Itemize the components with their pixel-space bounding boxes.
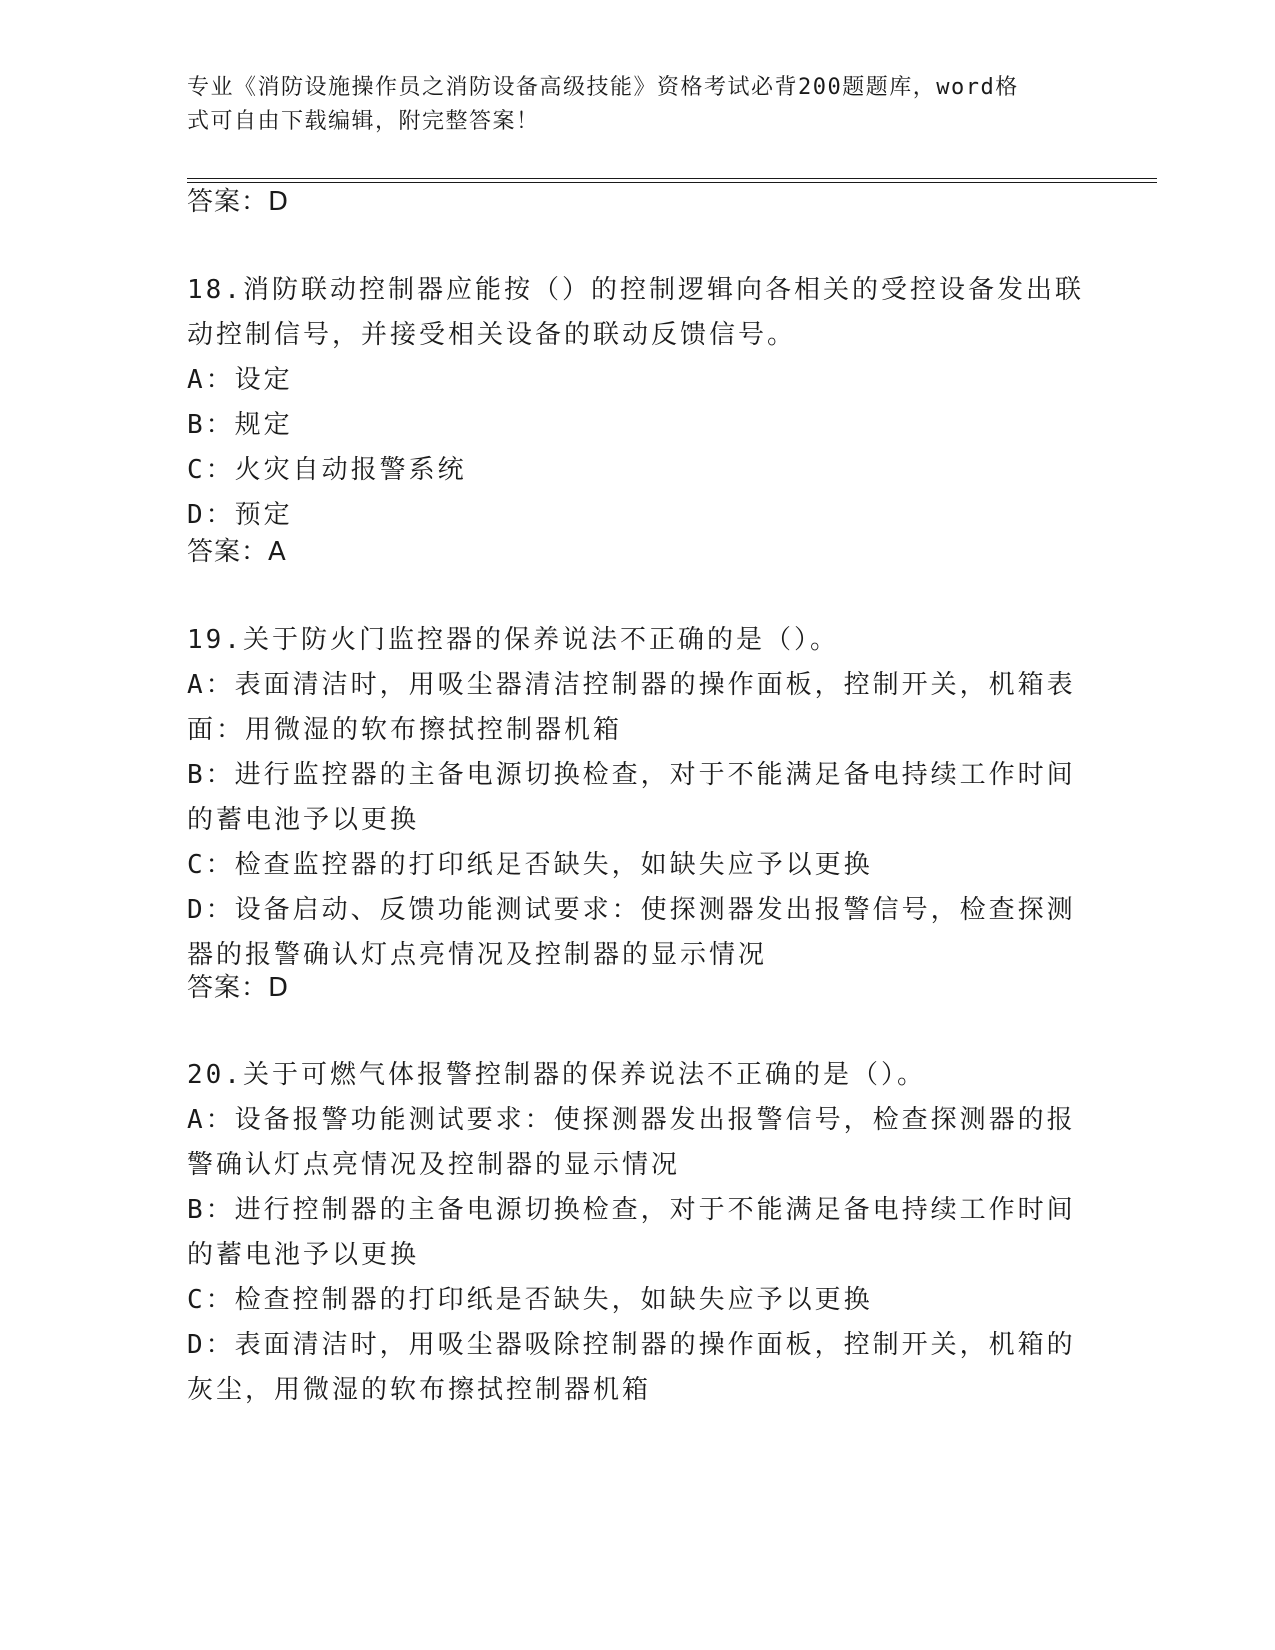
- question-19-option-b-line-2: 的蓄电池予以更换: [187, 805, 420, 835]
- question-19: [187, 618, 1087, 978]
- question-20-option-c: C：检查控制器的打印纸是否缺失，如缺失应予以更换: [187, 1285, 873, 1315]
- question-20-option-b-line-1: B：进行控制器的主备电源切换检查，对于不能满足备电持续工作时间: [187, 1195, 1076, 1225]
- header-line-1: 专业《消防设施操作员之消防设备高级技能》资格考试必背200题题库，word格: [187, 75, 1019, 100]
- question-20-option-d-line-1: D：表面清洁时，用吸尘器吸除控制器的操作面板，控制开关，机箱的: [187, 1330, 1076, 1360]
- question-18-stem-line-2: 动控制信号，并接受相关设备的联动反馈信号。: [187, 320, 797, 350]
- header-double-rule: [187, 178, 1157, 183]
- question-20-option-b-line-2: 的蓄电池予以更换: [187, 1240, 420, 1270]
- question-20-option-a-line-1: A：设备报警功能测试要求：使探测器发出报警信号，检查探测器的报: [187, 1105, 1076, 1135]
- question-20-stem-line-1: 20.关于可燃气体报警控制器的保养说法不正确的是（）。: [187, 1060, 926, 1090]
- question-19-option-b-line-1: B：进行监控器的主备电源切换检查，对于不能满足备电持续工作时间: [187, 760, 1076, 790]
- question-18-stem-line-1: 18.消防联动控制器应能按（）的控制逻辑向各相关的受控设备发出联: [187, 275, 1084, 305]
- question-19-answer: 答案：D: [187, 973, 290, 1003]
- question-19-stem-line-1: 19.关于防火门监控器的保养说法不正确的是（）。: [187, 625, 839, 655]
- question-19-option-a-line-1: A：表面清洁时，用吸尘器清洁控制器的操作面板，控制开关，机箱表: [187, 670, 1076, 700]
- question-20: [187, 1053, 1087, 1413]
- answer-previous: 答案：D: [187, 187, 290, 217]
- question-18-option-a: A：设定: [187, 365, 293, 395]
- question-20-option-d-line-2: 灰尘，用微湿的软布擦拭控制器机箱: [187, 1375, 652, 1405]
- question-19-option-a-line-2: 面：用微湿的软布擦拭控制器机箱: [187, 715, 623, 745]
- question-19-option-c: C：检查监控器的打印纸足否缺失，如缺失应予以更换: [187, 850, 873, 880]
- question-18-option-b: B：规定: [187, 410, 293, 440]
- question-18: [187, 268, 1087, 538]
- header-line-2: 式可自由下载编辑，附完整答案！: [187, 109, 540, 134]
- question-18-option-d: D：预定: [187, 500, 293, 530]
- question-19-option-d-line-2: 器的报警确认灯点亮情况及控制器的显示情况: [187, 940, 768, 970]
- question-18-option-c: C：火灾自动报警系统: [187, 455, 467, 485]
- question-18-answer: 答案：A: [187, 537, 287, 567]
- question-20-option-a-line-2: 警确认灯点亮情况及控制器的显示情况: [187, 1150, 681, 1180]
- page-header: [187, 71, 1087, 139]
- question-19-option-d-line-1: D：设备启动、反馈功能测试要求：使探测器发出报警信号，检查探测: [187, 895, 1076, 925]
